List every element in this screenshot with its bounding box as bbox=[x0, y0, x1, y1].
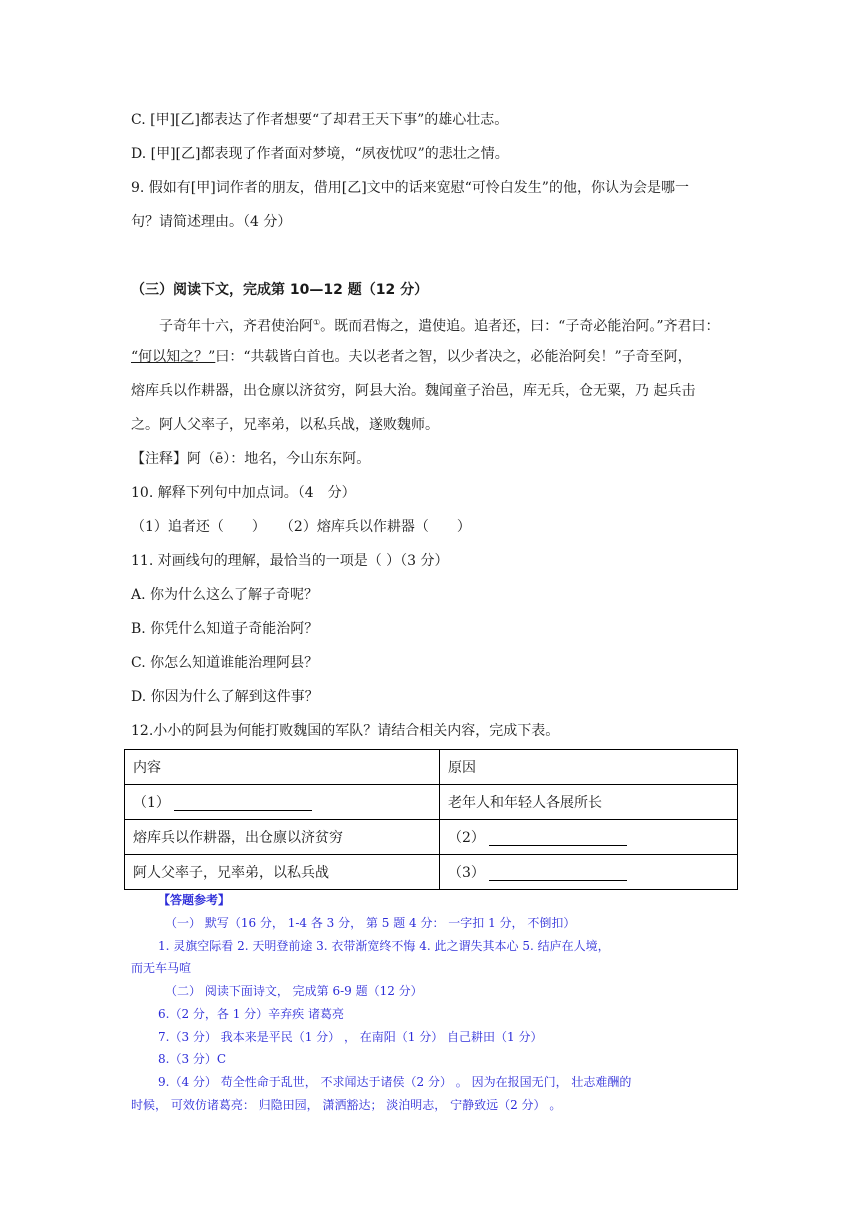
passage-text: 。既而君悔之，遣使追。追者还，曰：“子奇必能治阿。”齐君曰： bbox=[320, 318, 720, 335]
answers-title: 【答题参考】 bbox=[158, 893, 231, 907]
answer-blank[interactable] bbox=[489, 831, 627, 846]
q10-stem: 10. 解释下列句中加点词。（4 分） bbox=[131, 485, 356, 501]
table-row bbox=[125, 855, 738, 890]
answer-line: 7.（3 分） 我本来是平民（1 分） ， 在南阳（1 分） 自己耕田（1 分） bbox=[158, 1030, 543, 1044]
passage-text: 曰：“共载皆白首也。夫以老者之智，以少者决之，必能治阿矣！”子奇至阿， bbox=[215, 349, 692, 365]
answer-blank[interactable] bbox=[489, 866, 627, 881]
q9-stem-line1: 9. 假如有[甲]词作者的朋友，借用[乙]文中的话来宽慰“可怜白发生”的他，你认为会是哪一 bbox=[131, 180, 689, 196]
answer-line: 8.（3 分）C bbox=[158, 1052, 227, 1066]
table-cell: （1） bbox=[125, 785, 440, 820]
table-row bbox=[125, 820, 738, 855]
answer-line: 1. 灵旗空际看 2. 天明登前途 3. 衣带渐宽终不悔 4. 此之谓失其本心 5. 结庐在人境， bbox=[158, 939, 610, 953]
q11-option-a: A. 你为什么这么了解子奇呢？ bbox=[131, 587, 319, 603]
q12-table bbox=[124, 749, 738, 890]
q11-stem: 11. 对画线句的理解，最恰当的一项是（ ）（3 分） bbox=[131, 553, 449, 569]
q9-stem-line2: 句？请简述理由。（4 分） bbox=[131, 214, 292, 230]
table-cell: （3） bbox=[440, 855, 738, 890]
passage-line2 bbox=[131, 347, 692, 367]
table-header: 原因 bbox=[440, 750, 738, 785]
answer-line: 6.（2 分，各 1 分）辛弃疾 诸葛亮 bbox=[158, 1007, 344, 1021]
q11-option-b: B. 你凭什么知道子奇能治阿？ bbox=[131, 621, 319, 637]
answer-line: 时候， 可效仿诸葛亮： 归隐田园， 潇洒豁达； 淡泊明志， 宁静致远（2 分） 。 bbox=[131, 1098, 562, 1112]
passage-line4: 之。阿人父率子，兄率弟，以私兵战，遂败魏师。 bbox=[131, 417, 439, 433]
q10-items: （1）追者还（ ） （2）熔库兵以作耕器（ ） bbox=[131, 519, 471, 535]
answer-line: （二） 阅读下面诗文， 完成第 6-9 题（12 分） bbox=[165, 984, 423, 998]
underlined-sentence: “何以知之？” bbox=[131, 349, 216, 365]
section3-heading: （三）阅读下文，完成第 10—12 题（12 分） bbox=[131, 282, 429, 298]
q8-option-d: D. [甲][乙]都表现了作者面对梦境，“夙夜忧叹”的悲壮之情。 bbox=[131, 146, 509, 162]
q12-stem: 12.小小的阿县为何能打败魏国的军队？请结合相关内容，完成下表。 bbox=[131, 723, 560, 739]
q8-option-c: C. [甲][乙]都表达了作者想要“了却君王天下事”的雄心壮志。 bbox=[131, 112, 509, 128]
table-cell: 阿人父率子，兄率弟，以私兵战 bbox=[125, 855, 440, 890]
table-cell: （2） bbox=[440, 820, 738, 855]
footnote-marker: ① bbox=[313, 318, 321, 327]
passage-text: 子奇年十六，齐君使治阿 bbox=[159, 318, 313, 335]
table-cell: 熔库兵以作耕器，出仓廪以济贫穷 bbox=[125, 820, 440, 855]
table-header: 内容 bbox=[125, 750, 440, 785]
answer-blank[interactable] bbox=[174, 796, 312, 811]
q11-option-c: C. 你怎么知道谁能治理阿县？ bbox=[131, 655, 319, 671]
answer-line: 而无车马喧 bbox=[131, 961, 192, 975]
table-cell: 老年人和年轻人各展所长 bbox=[440, 785, 738, 820]
answer-line: （一） 默写（16 分， 1-4 各 3 分， 第 5 题 4 分： 一字扣 1 分， 不倒扣） bbox=[165, 916, 576, 930]
answer-line: 9.（4 分） 苟全性命于乱世， 不求闻达于诸侯（2 分） 。 因为在报国无门， 壮志难酬的 bbox=[158, 1075, 632, 1089]
table-row bbox=[125, 785, 738, 820]
passage-line3: 熔库兵以作耕器，出仓廪以济贫穷，阿县大治。魏闻童子治邑，库无兵，仓无粟，乃 起兵击 bbox=[131, 383, 696, 399]
q11-option-d: D. 你因为什么了解到这件事？ bbox=[131, 689, 319, 705]
table-header-row bbox=[125, 750, 738, 785]
passage-note: 【注释】阿（ē）：地名，今山东东阿。 bbox=[131, 451, 371, 467]
passage-line1 bbox=[159, 313, 720, 337]
